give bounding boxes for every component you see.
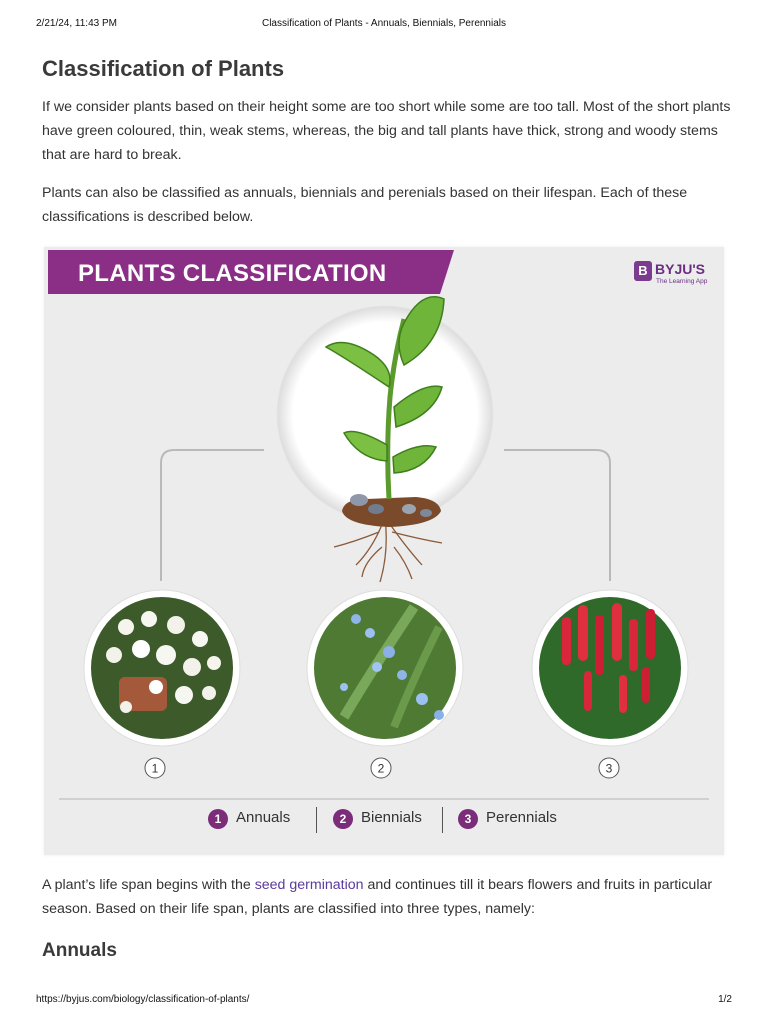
circle-number-3-text: 3: [605, 761, 613, 776]
byjus-logo-tagline: The Learning App: [656, 278, 708, 285]
page-title: Classification of Plants: [42, 56, 285, 81]
legend-separator: [316, 807, 317, 833]
plant-illustration: [277, 297, 493, 582]
byjus-logo: [634, 261, 724, 291]
circle-number-2: [371, 758, 391, 778]
legend-separator: [442, 807, 443, 833]
perennials-photo: [532, 590, 688, 746]
legend-number: 2: [333, 809, 353, 829]
print-url: https://byjus.com/biology/classification-of-plants/: [36, 994, 250, 1005]
seed-germination-link[interactable]: seed germination: [254, 877, 364, 893]
annuals-photo: [84, 590, 240, 746]
lifespan-text-before-link: A plant’s life span begins with the: [42, 877, 255, 893]
legend-number: 1: [208, 809, 228, 829]
legend-label: Annuals: [236, 809, 291, 826]
legend-label: Biennials: [361, 809, 422, 826]
circle-number-3: [599, 758, 619, 778]
lifespan-types-paragraph: [42, 873, 732, 921]
print-document-title: Classification of Plants - Annuals, Biennials, Perennials: [261, 18, 507, 29]
banner: [48, 250, 440, 294]
intro-paragraph: If we consider plants based on their height some are too short while some are too tall. Most of the short plants have green coloured, thin, weak stems, whereas, the big and tall plants have thick, strong and woody stems that are hard to break.: [42, 99, 731, 163]
circle-number-1-text: 1: [151, 761, 159, 776]
biennials-photo: [307, 590, 463, 746]
circle-number-1: [145, 758, 165, 778]
lifespan-text-after-link: and continues till it bears flowers and fruits in particular season. Based on their life span, plants are classified into three types, namely:: [42, 877, 713, 917]
legend-label: Perennials: [486, 809, 557, 826]
connector-left: [161, 450, 264, 581]
circle-number-2-text: 2: [377, 761, 385, 776]
print-header: [36, 18, 732, 32]
plants-classification-infographic: [44, 247, 724, 855]
infographic-artwork: [44, 247, 724, 855]
byjus-logo-name: BYJU'S: [655, 261, 706, 277]
lifespan-paragraph: Plants can also be classified as annuals, biennials and perenials based on their lifespan. Each of these classifications is described below.: [42, 185, 688, 225]
banner-tip: [440, 250, 454, 294]
banner-title: PLANTS CLASSIFICATION: [78, 260, 387, 287]
page-indicator: 1/2: [718, 994, 732, 1005]
print-footer: [36, 994, 732, 1008]
legend-number: 3: [458, 809, 478, 829]
byjus-logo-mark: B: [634, 261, 652, 281]
connector-right: [504, 450, 610, 581]
legend: [204, 805, 624, 835]
print-datetime: 2/21/24, 11:43 PM: [36, 18, 117, 29]
section-heading-annuals: Annuals: [42, 940, 117, 961]
